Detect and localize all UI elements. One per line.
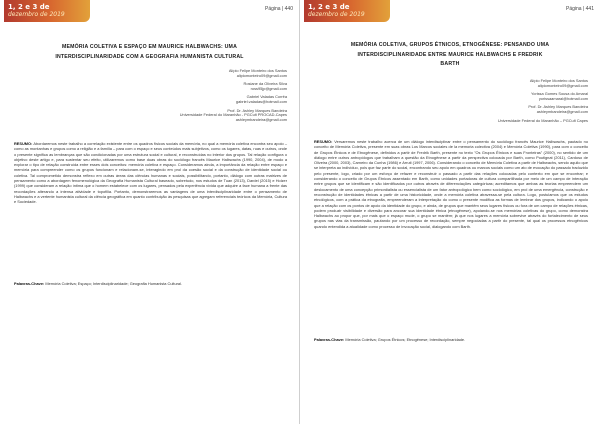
title-line: INTERDISCIPLINARIDADE COM A GEOGRAFIA HUMANISTA CULTURAL (55, 53, 244, 60)
paper-title (14, 43, 285, 62)
title-line: INTERDISCIPLINARIDADE ENTRE MAURICE HALBWACHS E FREDRIK (357, 51, 543, 58)
page-441 (300, 0, 600, 424)
keywords (14, 281, 287, 286)
abstract-text: Abordaremos neste trabalho a correlação existente entre os quadros físicos sociais da memória, no qual a memória coletiva encontra seu apoio – como as montanhas e grupos como a religião e a família – para com o espaço e seus conteúdos mais subjetivos, como os lugares, datas, ruas e outros, onde o presente significa as lembranças que são condicionadas por uma estrutura social e cultural, e reconstruídas no interior dos grupos. Tal relação configura o objetivo deste artigo e, para sustentar seu efeito, utilizaremos como base duas obras do sociólogo francês Maurice Halbwachs (1990, 2004), de modo a explorar o tipo de relação construída entre esses dois conceitos: memória coletiva e espaço. Consideramos ainda, a importância da relação entre espaço e memória para compreender como os grupos funcionam e relacionam-se, interagindo em prol da coesão social e da construção de identidade social ou coletiva. Tal comprometido demonstra reflexo em outras áreas das ciências humanas e sociais, possibilitando, portanto, diálogo com outras matrizes de pensamento como a abordagem fenomenológica da Geografia Humanista Cultural baseado, sobretudo, nos estudos de Tuan (2013), Dardel (2015) e Holzer (1999) que consideram a relação íntima que o homem estabelece com os lugares, pensados pela experiência vivida que adquire a face humana a frente das recordações alterando a intensa atividade e topofilia. Portanto, demonstraremos as vantagens de uma interdisciplinaridade entre o pensamento de Halbwachs e a vertente humanista cultural da ciência geográfica em quanto contribuição às pesquisas que agregam referenciais teóricos da Memória, Cultura e Sociedade. (14, 141, 287, 205)
author-block (137, 69, 287, 123)
author-email: ashleymbandeira@gmail.com (235, 117, 287, 123)
keywords-text: Memória Coletiva; Espaço; Interdisciplinaridade; Geografia Humanista Cultural. (45, 281, 183, 286)
page-number: Página | 440 (265, 6, 293, 12)
author-name: Alípio Felipe Monteiro dos Santos (529, 78, 588, 83)
paper-title (314, 41, 586, 70)
author-email: alipiomonteiro09@gmail.com (236, 72, 287, 78)
author-email: ross95jp@gmail.com (250, 85, 287, 91)
abstract-label: RESUMO: (14, 141, 33, 146)
author-name: Rosiane da Oliveira Silva (243, 81, 287, 87)
author-affiliation: Universidade Federal do Maranhão - PGCult PROCAD-Capes (179, 112, 287, 118)
abstract-text: Versaremos neste trabalho acerca de um diálogo interdisciplinar entre o pensamento do sociólogo francês Maurice Halbwachs, pautado no conceito de Memória Coletiva, presente em suas obras Los Marcos sociales de la memoria colectiva (2004) e Memória Coletiva (1990), para com o conceito de Grupos Étnicos e de Etnogênese, definidos a partir de Fredrik Barth, presente no texto "Os Grupos Étnicos e suas Fronteiras" (2000), no sentido de um diálogo entre outros antropólogos que trabalham a questão da Etnogênese a partir da perspectiva colocada por Barth, como Poutignat (2011), Cardoso de Oliveira (2000, 2003), Carneiro da Cunha (1986) e Arruti (1997, 2006). Considerando o conceito de Memória Coletiva a partir de Halbwachs, sendo aquilo que se interpreta ao indivíduo, pois que faz parte do social, encontrando seu apoio em quadros ou marcos sociais como um ato de evocação do passado traduzido pelo presente, logo, criado por um esforço de refazer e reconstruir o passado a partir das relações colocadas pelo contexto em que se encontrar; e considerando o conceito de Grupos Étnicos assentado em Barth, como unidades portadoras de cultura compartilhada por meio de um campo de interação entre grupos que se identificam e são identificados por outros através de diferenciações categóricas; acreditamos que ambas as teorias empreendem um deslocamento de uma concepção primordialista ou essencialista de um fator antropológico bem como sociológico, em prol de uma emergência, construção e reconstrução de identidades étnicas a partir de uma historicidade, onde a memória coletiva atravessa-se pela cultura. Logo, postulamos que os estudos etnológicos, com a prática da etnografia, empreenderam a interpretação do como o presente modifica as formas de lembrar dos grupos, indicando o apoio que a relação com os pontos de apoio da identidade do grupo, e ainda, de grupos que mantêm seus lugares físicos ou fora de um campo de relações étnicas, podem produzir visibilidade e diversão para ancorar sua identidade étnica (etnogênese), apoiando-se nos memórias coletivas do grupo, como demonstra Halbwachs ao propor que, por mais que o espaço mude, o grupo se mantém; já que nos lugares a memória sobrevive através do fortalecimento de seus grupos nas vias da transmissão, pautando por um processo de recordação, sempre negociadas a partir do presente, tal qual os processos etnogênicos quando entendida a atualidade como processo de invocação social, dialogando com Barth. (314, 139, 588, 229)
abstract-label: RESUMO: (314, 139, 333, 144)
banner-date: 1, 2 e 3 de (308, 3, 350, 11)
page-number: Página | 441 (566, 6, 594, 12)
keywords-label: Palavras-Chave: (314, 337, 345, 342)
author-affiliation: Universidade Federal do Maranhão – PGCult Capes (497, 117, 588, 123)
author-email: alipiomonteiro09@gmail.com (537, 82, 588, 88)
author-email: yorissaamaral@hotmail.com (538, 95, 588, 101)
event-banner (4, 0, 90, 22)
author-name: Gabriel Valadas Corrêa (246, 94, 287, 100)
banner-month: dezembro de 2019 (8, 11, 65, 18)
keywords-label: Palavras-Chave: (14, 281, 45, 286)
author-block (438, 79, 588, 123)
abstract (314, 139, 588, 229)
author-email: gabriel.valadas@hotmail.com (235, 99, 287, 105)
abstract (14, 141, 287, 205)
author-email: ashleymbandeira@gmail.com (536, 109, 588, 115)
banner-date: 1, 2 e 3 de (8, 3, 50, 11)
keywords-text: Memória Coletiva; Grupos Étnicos; Etnogênese; Interdisciplinaridade. (345, 337, 466, 342)
title-line: MEMÓRIA COLETIVA E ESPAÇO EM MAURICE HALBWACHS: UMA (61, 44, 238, 50)
title-line: MEMÓRIA COLETIVA, GRUPOS ÉTNICOS, ETNOGÊNESE: PENSANDO UMA (350, 42, 550, 48)
author-name: Yorissa Gomes Sousa do Amaral (531, 91, 588, 97)
author-name: Alípio Felipe Monteiro dos Santos (228, 68, 287, 73)
author-name: Prof. Dr. Ashley Marques Bandeira (528, 104, 588, 110)
keywords (314, 337, 588, 342)
title-line: BARTH (440, 61, 460, 67)
author-name: Prof. Dr. Ashley Marques Bandeira (227, 107, 287, 113)
event-banner (304, 0, 390, 22)
banner-month: dezembro de 2019 (308, 11, 365, 18)
